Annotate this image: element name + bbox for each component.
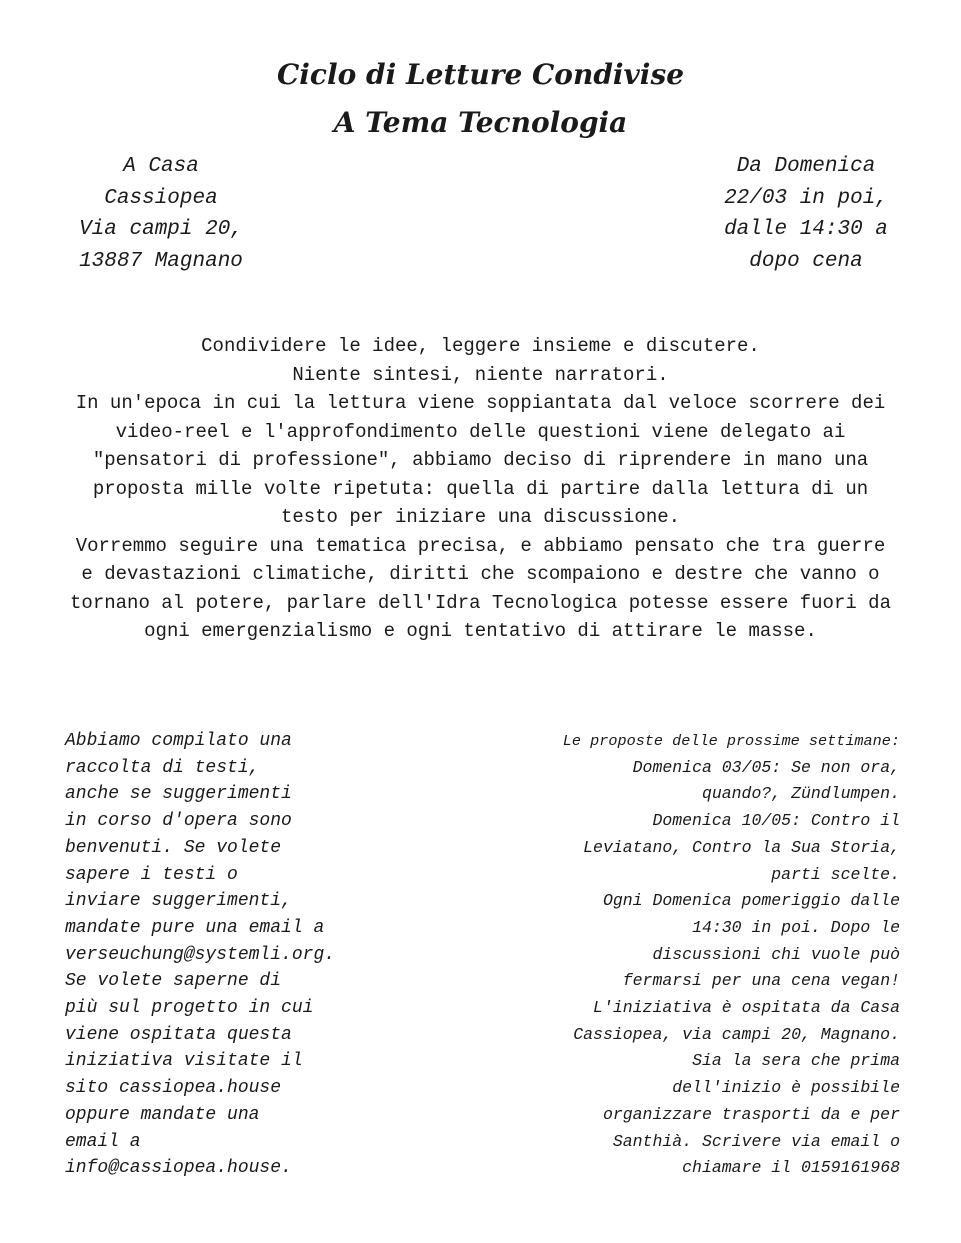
text-line: Da Domenica bbox=[736, 155, 876, 178]
text-line: verseuchung@systemli.org. bbox=[65, 944, 336, 965]
text-line: Niente sintesi, niente narratori. bbox=[292, 363, 669, 386]
page-title: Ciclo di Letture Condivise bbox=[276, 58, 685, 91]
intro-paragraph bbox=[0, 332, 961, 646]
text-line: Cassiopea bbox=[104, 186, 218, 210]
text-line: Cassiopea, via campi 20, Magnano. bbox=[573, 1024, 900, 1044]
text-line: anche se suggerimenti bbox=[65, 784, 292, 805]
text-line: L'iniziativa è ospitata da Casa bbox=[593, 998, 900, 1018]
text-line: Via campi 20, bbox=[79, 218, 243, 241]
text-line: email a bbox=[65, 1131, 141, 1152]
page-subtitle: A Tema Tecnologia bbox=[333, 106, 628, 139]
text-line: raccolta di testi, bbox=[65, 757, 260, 778]
text-line: dell'inizio è possibile bbox=[672, 1078, 900, 1098]
schedule-block bbox=[706, 151, 906, 277]
text-line: In un'epoca in cui la lettura viene soppiantata dal veloce scorrere dei bbox=[75, 392, 886, 414]
text-line: viene ospitata questa bbox=[65, 1024, 292, 1045]
program-column bbox=[540, 728, 900, 1182]
contact-column bbox=[65, 728, 385, 1182]
text-line: dopo cena bbox=[749, 249, 863, 273]
text-line: dalle 14:30 a bbox=[724, 218, 888, 241]
text-line: info@cassiopea.house. bbox=[65, 1158, 292, 1179]
text-line: "pensatori di professione", abbiamo deciso di riprendere in mano una bbox=[92, 449, 869, 471]
text-line: Leviatano, Contro la Sua Storia, bbox=[583, 837, 900, 857]
text-line: Se volete saperne di bbox=[65, 971, 282, 992]
text-line: Domenica 03/05: Se non ora, bbox=[632, 757, 900, 777]
text-line: mandate pure una email a bbox=[65, 917, 325, 938]
text-line: chiamare il 0159161968 bbox=[682, 1158, 900, 1178]
text-line: proposta mille volte ripetuta: quella di partire dalla lettura di un bbox=[92, 477, 869, 500]
text-line: Sia la sera che prima bbox=[692, 1051, 900, 1071]
text-line: discussioni chi vuole può bbox=[652, 944, 900, 964]
text-line: sapere i testi o bbox=[65, 864, 238, 885]
text-line: organizzare trasporti da e per bbox=[602, 1104, 900, 1124]
text-line: parti scelte. bbox=[771, 864, 900, 884]
text-line: A Casa bbox=[123, 155, 199, 178]
text-line: sito cassiopea.house bbox=[65, 1078, 282, 1099]
text-line: più sul progetto in cui bbox=[65, 998, 314, 1019]
text-line: Domenica 10/05: Contro il bbox=[652, 811, 900, 831]
text-line: Condividere le idee, leggere insieme e discutere. bbox=[201, 335, 760, 357]
text-line: in corso d'opera sono bbox=[65, 811, 292, 832]
text-line: inviare suggerimenti, bbox=[65, 891, 292, 912]
text-line: Abbiamo compilato una bbox=[65, 731, 292, 751]
text-line: tornano al potere, parlare dell'Idra Tecnologica potesse essere fuori da bbox=[70, 591, 891, 614]
text-line: ogni emergenzialismo e ogni tentativo di attirare le masse. bbox=[144, 620, 817, 642]
text-line: oppure mandate una bbox=[65, 1104, 260, 1125]
text-line: Ogni Domenica pomeriggio dalle bbox=[602, 891, 900, 911]
text-line: fermarsi per una cena vegan! bbox=[622, 971, 900, 991]
text-line: video-reel e l'approfondimento delle questioni viene delegato ai bbox=[115, 420, 846, 443]
text-line: Le proposte delle prossime settimane: bbox=[562, 732, 900, 750]
text-line: benvenuti. Se volete bbox=[65, 837, 282, 858]
text-line: testo per iniziare una discussione. bbox=[280, 506, 681, 528]
text-line: e devastazioni climatiche, diritti che scompaiono e destre che vanno o bbox=[81, 563, 880, 585]
text-line: Vorremmo seguire una tematica precisa, e abbiamo pensato che tra guerre bbox=[75, 534, 886, 557]
text-line: Santhià. Scrivere via email o bbox=[612, 1131, 900, 1151]
text-line: iniziativa visitate il bbox=[65, 1051, 303, 1072]
venue-address-block bbox=[61, 151, 261, 277]
text-line: 22/03 in poi, bbox=[724, 186, 888, 210]
text-line: 13887 Magnano bbox=[79, 249, 243, 273]
text-line: quando?, Zündlumpen. bbox=[701, 784, 900, 804]
text-line: 14:30 in poi. Dopo le bbox=[692, 917, 900, 937]
